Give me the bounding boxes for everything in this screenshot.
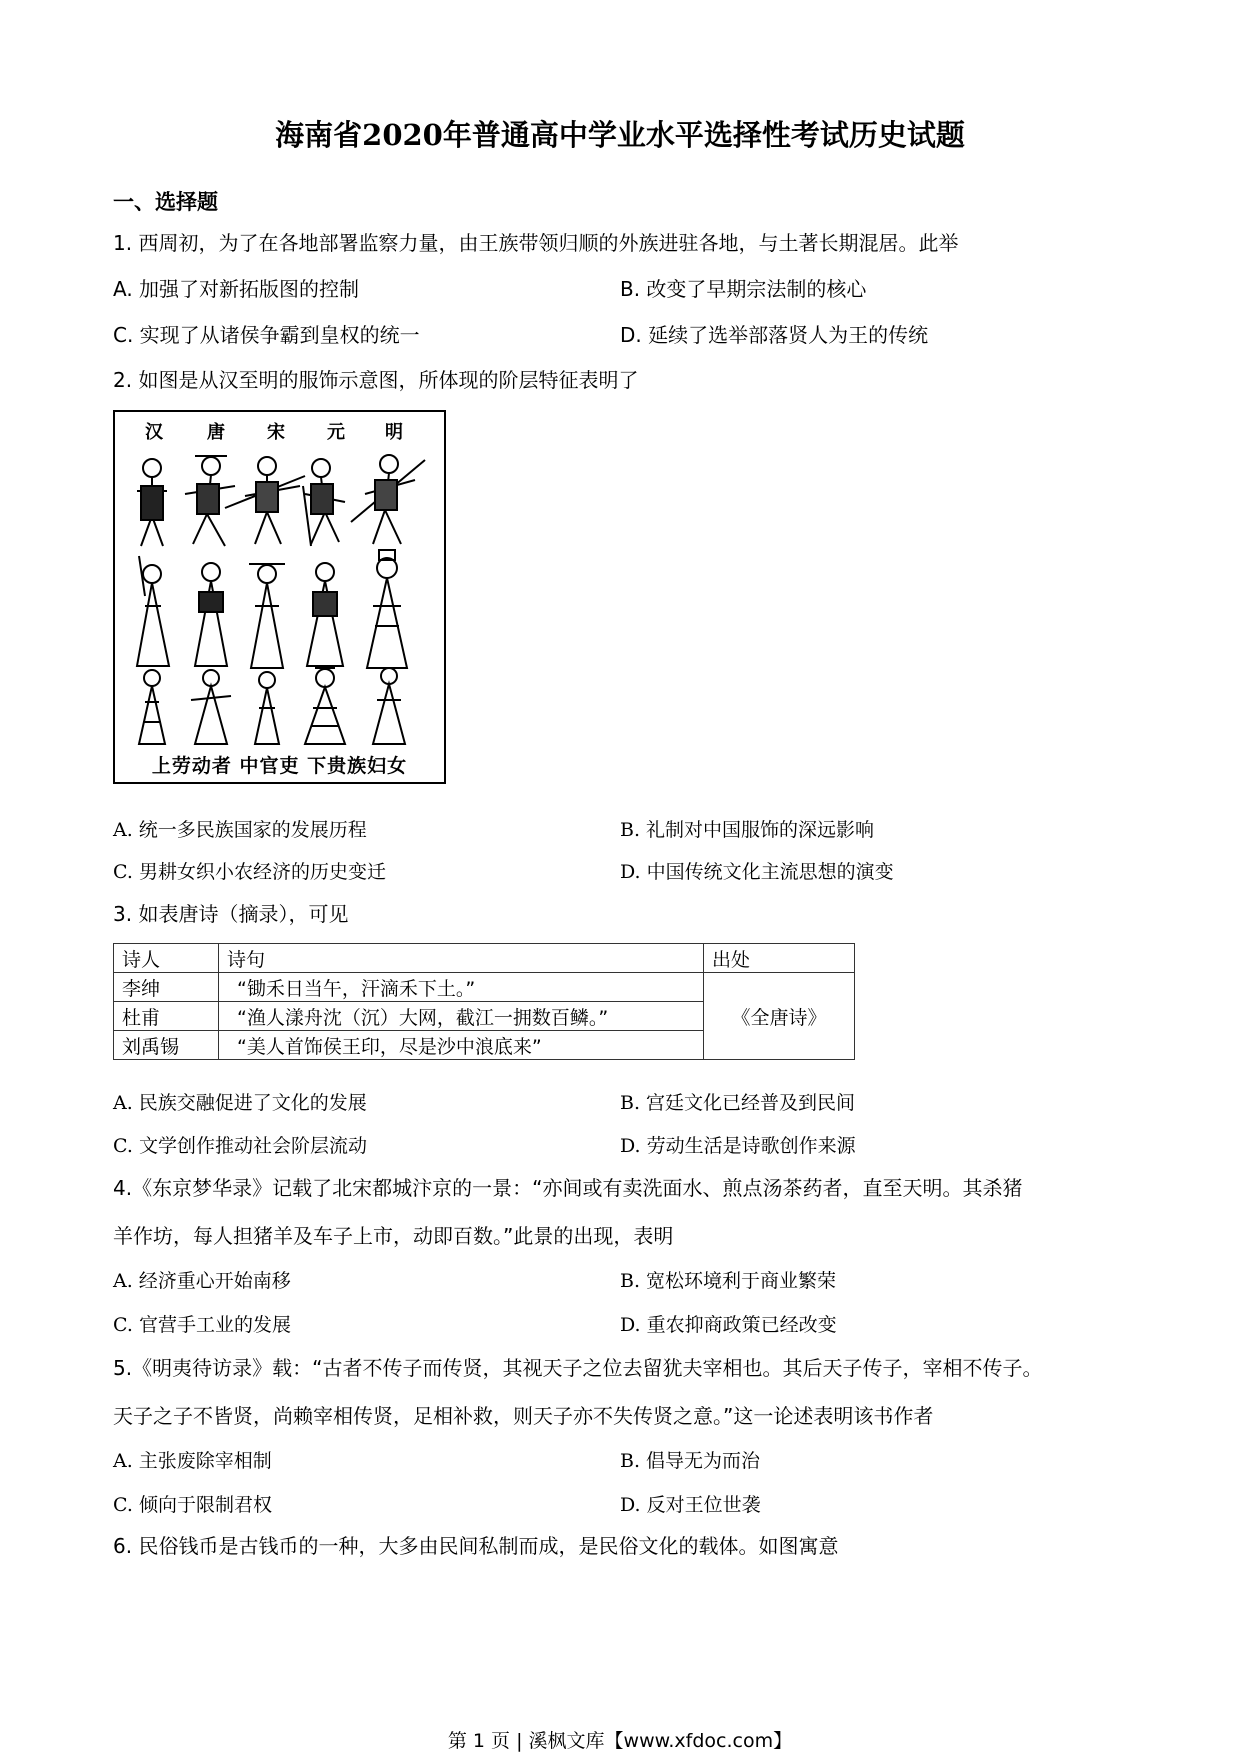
page-title: 海南省2020年普通高中学业水平选择性考试历史试题 xyxy=(275,118,965,152)
q4-option-c: C. 官营手工业的发展 xyxy=(113,1314,291,1336)
q3-option-d: D. 劳动生活是诗歌创作来源 xyxy=(620,1135,856,1157)
official-han xyxy=(137,556,169,666)
q3-option-a: A. 民族交融促进了文化的发展 xyxy=(113,1092,367,1114)
noblewoman-tang xyxy=(191,670,231,744)
q4-option-b: B. 宽松环境利于商业繁荣 xyxy=(620,1270,837,1292)
q5-option-a: A. 主张废除宰相制 xyxy=(113,1450,272,1472)
official-ming xyxy=(367,550,407,668)
noblewoman-ming xyxy=(373,668,405,744)
poet-cell: 杜甫 xyxy=(114,1002,219,1031)
dynasty-label-yuan: 元 xyxy=(327,422,345,443)
table-row xyxy=(114,973,855,1002)
q1-option-a: A. 加强了对新拓版图的控制 xyxy=(113,277,360,301)
dynasty-label-han: 汉 xyxy=(145,422,163,443)
laborer-song xyxy=(225,457,305,544)
q1-option-c: C. 实现了从诸侯争霸到皇权的统一 xyxy=(113,323,420,347)
q2-option-b: B. 礼制对中国服饰的深远影响 xyxy=(620,819,875,841)
official-tang xyxy=(195,563,227,666)
q5-option-c: C. 倾向于限制君权 xyxy=(113,1494,272,1516)
poems-table xyxy=(113,943,855,1060)
question-4-stem-line2: 羊作坊，每人担猪羊及车子上市，动即百数。”此景的出现，表明 xyxy=(113,1224,674,1248)
dynasty-label-song: 宋 xyxy=(267,422,285,443)
question-5-stem-line1: 5.《明夷待访录》载：“古者不传子而传贤，其视天子之位去留犹夫宰相也。其后天子传子，宰相不传子。 xyxy=(113,1356,1043,1380)
laborer-yuan xyxy=(303,459,345,546)
poet-cell: 刘禹锡 xyxy=(114,1031,219,1060)
noblewoman-song xyxy=(255,672,279,744)
verse-cell: “渔人漾舟沈（沉）大网，截江一拥数百鳞。” xyxy=(219,1002,704,1031)
question-1-stem: 1. 西周初，为了在各地部署监察力量，由王族带领归顺的外族进驻各地，与土著长期混居。此举 xyxy=(113,231,959,255)
q2-option-a: A. 统一多民族国家的发展历程 xyxy=(113,819,367,841)
question-3-stem: 3. 如表唐诗（摘录），可见 xyxy=(113,902,349,926)
q2-option-d: D. 中国传统文化主流思想的演变 xyxy=(620,861,894,883)
q1-option-d: D. 延续了选举部落贤人为王的传统 xyxy=(620,323,929,347)
noblewoman-han xyxy=(139,670,165,744)
q1-option-b: B. 改变了早期宗法制的核心 xyxy=(620,277,867,301)
dynasty-label-tang: 唐 xyxy=(207,422,225,443)
figures-drawing xyxy=(115,446,444,746)
table-header-row xyxy=(114,944,855,973)
q4-option-d: D. 重农抑商政策已经改变 xyxy=(620,1314,837,1336)
dynasty-labels xyxy=(115,418,444,446)
q3-option-b: B. 宫廷文化已经普及到民间 xyxy=(620,1092,856,1114)
header-verse: 诗句 xyxy=(219,944,704,973)
official-yuan xyxy=(307,563,343,666)
section-heading: 一、选择题 xyxy=(113,190,218,214)
q5-option-d: D. 反对王位世袭 xyxy=(620,1494,761,1516)
q5-option-b: B. 倡导无为而治 xyxy=(620,1450,761,1472)
verse-cell: “锄禾日当午，汗滴禾下土。” xyxy=(219,973,704,1002)
verse-cell: “美人首饰侯王印，尽是沙中浪底来” xyxy=(219,1031,704,1060)
figure-caption: 上劳动者 中官吏 下贵族妇女 xyxy=(151,755,408,777)
header-poet: 诗人 xyxy=(114,944,219,973)
costume-illustration xyxy=(113,410,446,784)
q2-option-c: C. 男耕女织小农经济的历史变迁 xyxy=(113,861,386,883)
poet-cell: 李绅 xyxy=(114,973,219,1002)
dynasty-label-ming: 明 xyxy=(385,422,403,443)
question-2-stem: 2. 如图是从汉至明的服饰示意图，所体现的阶层特征表明了 xyxy=(113,368,639,392)
page-footer: 第 1 页 | 溪枫文库【www.xfdoc.com】 xyxy=(447,1730,793,1752)
laborer-tang xyxy=(185,456,235,546)
source-cell: 《全唐诗》 xyxy=(704,973,855,1060)
laborer-ming xyxy=(351,455,425,544)
q3-option-c: C. 文学创作推动社会阶层流动 xyxy=(113,1135,367,1157)
header-source: 出处 xyxy=(704,944,855,973)
question-5-stem-line2: 天子之子不皆贤，尚赖宰相传贤，足相补救，则天子亦不失传贤之意。”这一论述表明该书作者 xyxy=(113,1404,934,1428)
official-song xyxy=(249,564,285,668)
laborer-han xyxy=(137,459,167,546)
question-6-stem: 6. 民俗钱币是古钱币的一种，大多由民间私制而成，是民俗文化的载体。如图寓意 xyxy=(113,1534,839,1558)
q4-option-a: A. 经济重心开始南移 xyxy=(113,1270,291,1292)
question-4-stem-line1: 4.《东京梦华录》记载了北宋都城汴京的一景：“亦间或有卖洗面水、煎点汤茶药者，直至天明。其杀猪 xyxy=(113,1176,1023,1200)
noblewoman-yuan xyxy=(305,668,345,744)
